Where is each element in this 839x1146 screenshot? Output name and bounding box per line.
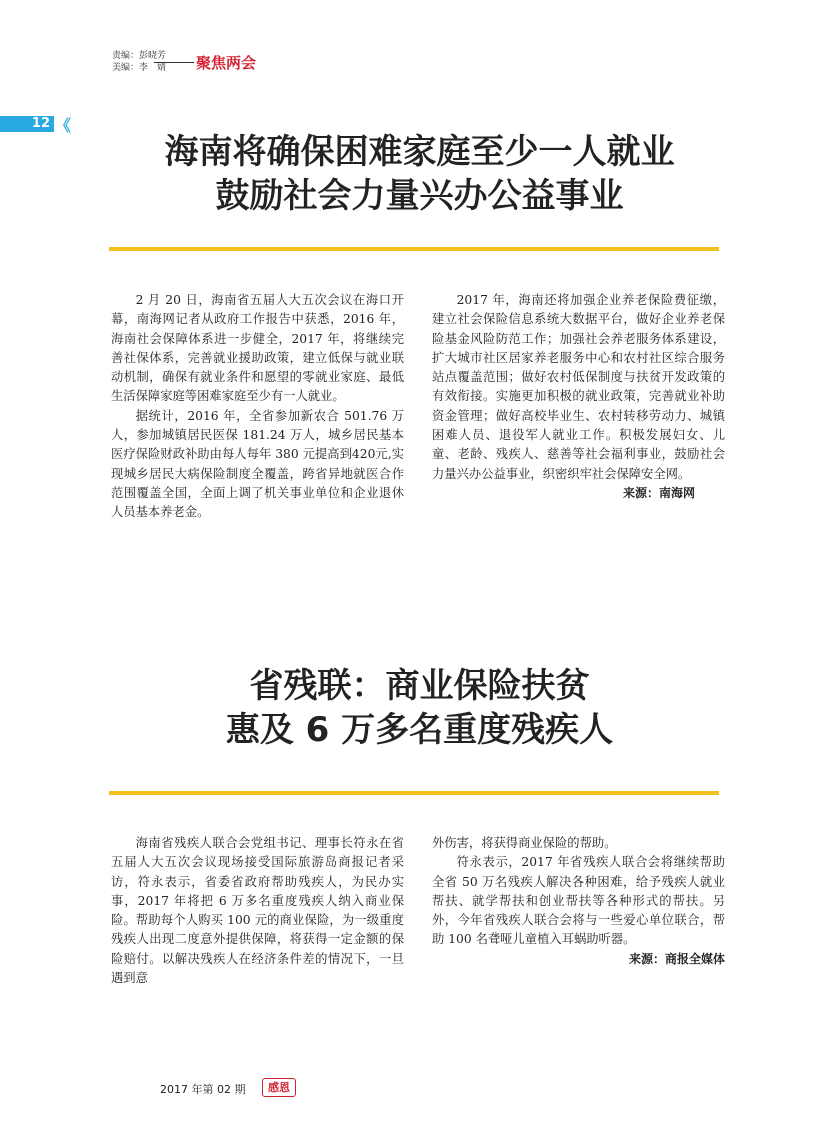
- footer-issue: 2017 年第 02 期: [160, 1083, 246, 1096]
- editor-credit: 责编：彭晓芳: [112, 51, 167, 61]
- article1-rule: [109, 247, 719, 251]
- article2-left-column: [111, 834, 404, 988]
- article2-title-line1: 省残联：商业保险扶贫: [249, 666, 590, 706]
- article2-continuation: 外伤害，将获得商业保险的帮助。: [432, 836, 617, 850]
- article1-paragraph: 据统计，2016 年，全省参加新农合 501.76 万人，参加城镇居民医保 181.24 万人，城乡居民基本医疗保险财政补助由每人每年 380 元提高到420元,实现城乡居民大病保险制度全覆盖，跨省异地就医合作范围覆盖全国，全面上调了机关事业单位和企业退休人员基本养老金。: [111, 408, 404, 520]
- article1-paragraph: 2017 年，海南还将加强企业养老保险费征缴，建立社会保险信息系统大数据平台，做好企业养老保险基金风险防范工作；加强社会养老服务体系建设，扩大城市社区居家养老服务中心和农村社区综合服务站点覆盖范围；做好农村低保制度与扶贫开发政策的有效衔接。实施更加积极的就业政策，完善就业补助资金管理；做好高校毕业生、农村转移劳动力、城镇困难人员、退役军人就业工作。积极发展妇女、儿童、老龄、残疾人、慈善等社会福利事业，鼓励社会力量兴办公益事业，织密织牢社会保障安全网。: [432, 293, 725, 481]
- article2-title-line2: 惠及 6 万多名重度残疾人: [225, 710, 614, 750]
- article2-paragraph: 海南省残疾人联合会党组书记、理事长符永在省五届人大五次会议现场接受国际旅游岛商报记者采访，符永表示，省委省政府帮助残疾人，为民办实事，2017 年将把 6 万多名重度残疾人纳入商业保险。帮助每个人购买 100 元的商业保险，为一级重度残疾人出现二度意外提供保障，将获得一定金额的保险赔付。以解决残疾人在经济条件差的情况下，一旦遇到意: [111, 836, 404, 986]
- section-label: 聚焦两会: [196, 54, 257, 72]
- article1-title-line2: 鼓励社会力量兴办公益事业: [215, 176, 624, 216]
- magazine-logo: 感恩: [262, 1078, 296, 1097]
- article2-source: 来源：商报全媒体: [628, 951, 725, 966]
- article2-right-column: [432, 834, 725, 969]
- article1-headline: [0, 130, 839, 218]
- article2-paragraph: 符永表示，2017 年省残疾人联合会将继续帮助全省 50 万名残疾人解决各种困难，给予残疾人就业帮扶、就学帮扶和创业帮扶等各种形式的帮扶。另外，今年省残疾人联合会将与一些爱心单位联合，帮助 100 名聋哑儿童植入耳蜗助听器。: [432, 855, 725, 947]
- page-chevron-icon: 《: [55, 116, 72, 135]
- designer-credit: 美编：李 婧: [112, 63, 167, 73]
- article1-paragraph: 2 月 20 日，海南省五届人大五次会议在海口开幕，南海网记者从政府工作报告中获悉，2016 年，海南社会保障体系进一步健全，2017 年，将继续完善社保体系，完善就业援助政策，建立低保与就业联动机制，确保有就业条件和愿望的零就业家庭、最低生活保障家庭等困难家庭至少有一人就业。: [111, 293, 404, 404]
- article1-left-column: [111, 291, 404, 523]
- article2-rule: [109, 791, 719, 795]
- article1-source: 来源：南海网: [622, 485, 695, 500]
- article1-right-column: [432, 291, 725, 503]
- article2-headline: [0, 664, 839, 752]
- article1-title-line1: 海南将确保困难家庭至少一人就业: [164, 132, 675, 172]
- header-divider: [154, 62, 194, 63]
- page-number: 12: [31, 116, 50, 131]
